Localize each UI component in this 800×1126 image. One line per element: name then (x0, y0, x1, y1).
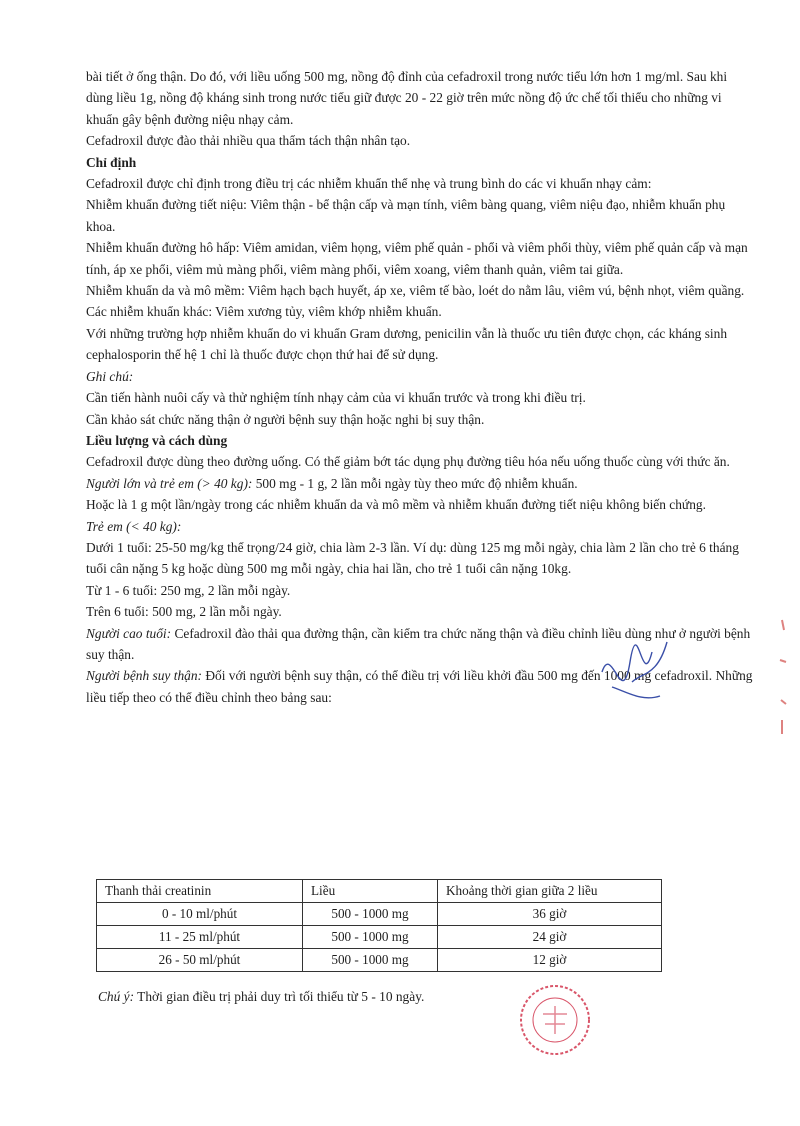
table-cell: 12 giờ (438, 949, 662, 972)
edge-mark (772, 600, 796, 760)
table-row (97, 903, 662, 926)
child-item: Trên 6 tuổi: 500 mg, 2 lần mỗi ngày. (86, 604, 282, 620)
dosage-adult-alt: Hoặc là 1 g một lần/ngày trong các nhiễm khuẩn da và mô mềm và nhiễm khuẩn đường tiết niệu không biến chứng. (86, 497, 706, 513)
child-label: Trẻ em (< 40 kg): (86, 518, 182, 534)
elderly-text: Cefadroxil đào thải qua đường thận, cần kiểm tra chức năng thận và điều chỉnh liều dùng như ở người bệnh suy thận. (86, 625, 751, 662)
table-cell: 26 - 50 ml/phút (97, 949, 303, 972)
table-header-cell: Khoảng thời gian giữa 2 liều (438, 880, 662, 903)
footnote-text: Thời gian điều trị phải duy trì tối thiểu từ 5 - 10 ngày. (134, 989, 425, 1005)
table-row (97, 926, 662, 949)
adult-label: Người lớn và trẻ em (> 40 kg): (86, 475, 253, 491)
table-header-cell: Liều (303, 880, 438, 903)
table-header-cell: Thanh thải creatinin (97, 880, 303, 903)
signature-mark (572, 632, 692, 722)
indication-item: Nhiễm khuẩn đường tiết niệu: Viêm thận - bể thận cấp và mạn tính, viêm bàng quang, viêm niệu đạo, nhiễm khuẩn phụ khoa. (86, 197, 726, 234)
indication-item: Nhiễm khuẩn đường hô hấp: Viêm amidan, viêm họng, viêm phế quản - phổi và viêm phổi thùy, viêm phế quản cấp và mạn tính, áp xe phổi, viêm mủ màng phổi, viêm màng phổi, viêm xoang, viêm thanh quản, viêm tai giữa. (86, 240, 748, 277)
note-item: Cần khảo sát chức năng thận ở người bệnh suy thận hoặc nghi bị suy thận. (86, 411, 485, 427)
heading-indications: Chỉ định (86, 154, 137, 170)
table-cell: 24 giờ (438, 926, 662, 949)
renal-text: Đối với người bệnh suy thận, có thể điều trị với liều khởi đầu 500 mg đến 1000 mg cefadroxil. Những liều tiếp theo có thể điều chỉnh theo bảng sau: (86, 668, 753, 705)
renal-label: Người bệnh suy thận: (86, 668, 202, 684)
indication-item: Các nhiễm khuẩn khác: Viêm xương tủy, viêm khớp nhiễm khuẩn. (86, 304, 442, 320)
table-header-row (97, 880, 662, 903)
child-item: Dưới 1 tuổi: 25-50 mg/kg thể trọng/24 giờ, chia làm 2-3 lần. Ví dụ: dùng 125 mg mỗi ngày, chia làm 2 lần cho trẻ 6 tháng tuổi cân nặng 5 kg hoặc dùng 500 mg mỗi ngày, chia hai lần, cho trẻ 1 tuổi cân nặng 10kg. (86, 539, 739, 577)
dosage-adult (86, 473, 756, 494)
heading-dosage: Liều lượng và cách dùng (86, 432, 228, 448)
elderly-label: Người cao tuổi: (86, 625, 172, 641)
note-label: Ghi chú: (86, 368, 134, 384)
table-row (97, 949, 662, 972)
stamp-mark (515, 980, 595, 1060)
table-cell: 500 - 1000 mg (303, 926, 438, 949)
table-cell: 11 - 25 ml/phút (97, 926, 303, 949)
table-cell: 500 - 1000 mg (303, 903, 438, 926)
dosage-intro: Cefadroxil được dùng theo đường uống. Có thể giảm bớt tác dụng phụ đường tiêu hóa nếu uống thuốc cùng với thức ăn. (86, 454, 730, 470)
paragraph-1: bài tiết ở ống thận. Do đó, với liều uống 500 mg, nồng độ đỉnh của cefadroxil trong nước tiểu lớn hơn 1 mg/ml. Sau khi dùng liều 1g, nồng độ kháng sinh trong nước tiểu giữ được 20 - 22 giờ trên mức nồng độ ức chế tối thiểu cho những vi khuẩn gây bệnh đường niệu nhạy cảm. (86, 69, 728, 127)
indications-intro: Cefadroxil được chỉ định trong điều trị các nhiễm khuẩn thể nhẹ và trung bình do các vi khuẩn nhạy cảm: (86, 176, 652, 192)
renal-dosage-table (96, 879, 662, 972)
paragraph-2: Cefadroxil được đào thải nhiều qua thẩm tách thận nhân tạo. (86, 133, 411, 149)
table-cell: 36 giờ (438, 903, 662, 926)
document-body (86, 66, 756, 708)
table-cell: 0 - 10 ml/phút (97, 903, 303, 926)
table-cell: 500 - 1000 mg (303, 949, 438, 972)
indication-item: Nhiễm khuẩn da và mô mềm: Viêm hạch bạch huyết, áp xe, viêm tế bào, loét do nằm lâu, viêm vú, bệnh nhọt, viêm quầng. (86, 283, 745, 299)
indication-item: Với những trường hợp nhiễm khuẩn do vi khuẩn Gram dương, penicilin vẫn là thuốc ưu tiên được chọn, các kháng sinh cephalosporin thế hệ 1 chỉ là thuốc được chọn thứ hai để sử dụng. (86, 325, 728, 363)
footnote-label: Chú ý: (98, 989, 135, 1005)
adult-text: 500 mg - 1 g, 2 lần mỗi ngày tùy theo mức độ nhiễm khuẩn. (252, 475, 578, 491)
footnote (98, 989, 424, 1005)
note-item: Cần tiến hành nuôi cấy và thử nghiệm tính nhạy cảm của vi khuẩn trước và trong khi điều trị. (86, 390, 586, 406)
child-item: Từ 1 - 6 tuổi: 250 mg, 2 lần mỗi ngày. (86, 582, 291, 598)
